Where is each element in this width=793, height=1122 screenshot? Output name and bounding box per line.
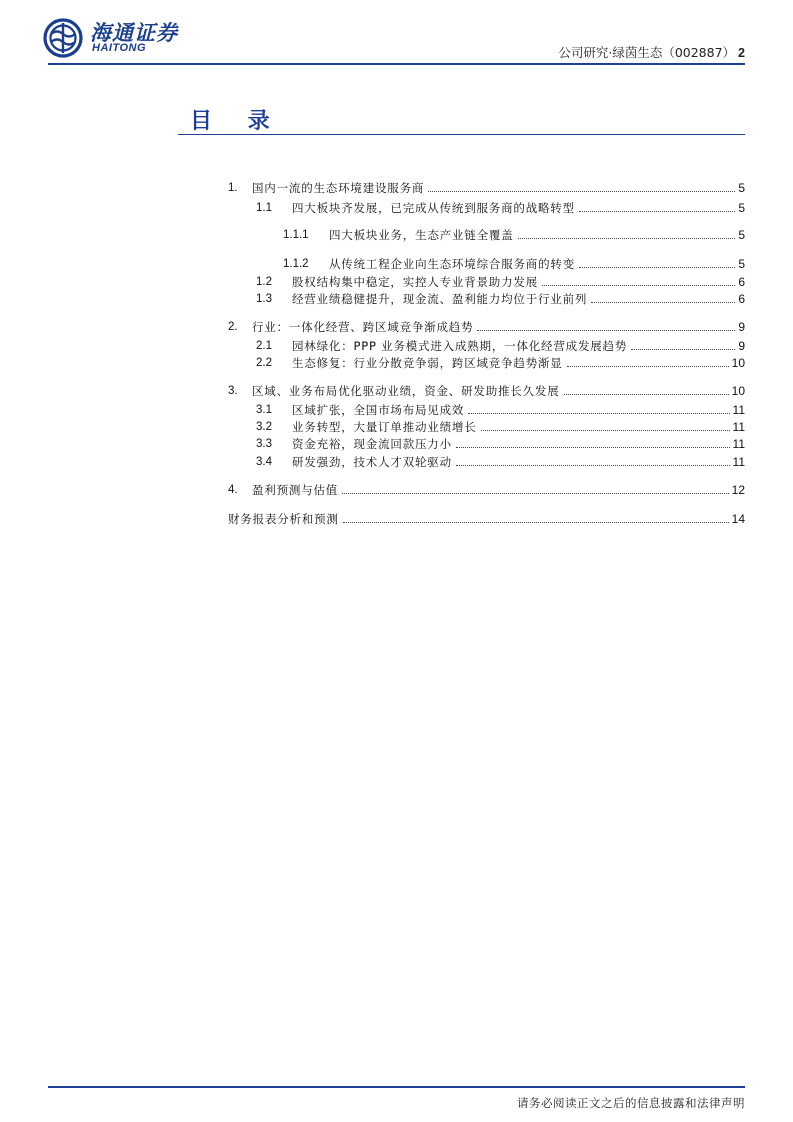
toc-leader-dots [518, 238, 736, 239]
toc-leader-dots [481, 430, 730, 431]
toc-entry[interactable]: 2.2 生态修复：行业分散竞争弱，跨区域竞争趋势渐显 10 [256, 356, 745, 370]
toc-entry[interactable]: 2.1 园林绿化：PPP 业务模式进入成熟期，一体化经营成发展趋势 9 [256, 339, 745, 353]
toc-entry[interactable]: 1.1.1 四大板块业务，生态产业链全覆盖 5 [283, 228, 745, 242]
toc-leader-dots [591, 302, 735, 303]
toc-entry[interactable]: 3.3 资金充裕，现金流回款压力小 11 [256, 437, 745, 451]
toc-entry[interactable]: 1.1.2 从传统工程企业向生态环境综合服务商的转变 5 [283, 257, 745, 271]
toc-entry[interactable]: 1.2 股权结构集中稳定，实控人专业背景助力发展 6 [256, 275, 745, 289]
footer-divider [48, 1086, 745, 1088]
toc-leader-dots [542, 285, 735, 286]
toc-entry[interactable]: 财务报表分析和预测 14 [228, 512, 745, 526]
toc-entry[interactable]: 2. 行业：一体化经营、跨区域竞争渐成趋势 9 [228, 320, 745, 334]
toc-entry[interactable]: 3.2 业务转型，大量订单推动业绩增长 11 [256, 420, 745, 434]
toc-leader-dots [579, 211, 735, 212]
toc-leader-dots [343, 522, 729, 523]
toc-leader-dots [579, 267, 735, 268]
toc-leader-dots [342, 493, 729, 494]
toc-leader-dots [456, 447, 730, 448]
toc-heading: 目 录 [190, 108, 284, 134]
report-category: 公司研究·绿茵生态（002887） [558, 45, 736, 60]
toc-leader-dots [631, 349, 735, 350]
toc-leader-dots [456, 465, 730, 466]
toc-entry[interactable]: 1.1 四大板块齐发展，已完成从传统到服务商的战略转型 5 [256, 201, 745, 215]
toc-leader-dots [564, 394, 729, 395]
brand-name-en: HAITONG [92, 42, 147, 54]
toc-leader-dots [428, 191, 735, 192]
toc-entry[interactable]: 4. 盈利预测与估值 12 [228, 483, 745, 497]
footer-disclaimer: 请务必阅读正文之后的信息披露和法律声明 [517, 1096, 745, 1110]
page-number: 2 [738, 46, 745, 60]
toc-entry[interactable]: 3.1 区域扩张，全国市场布局见成效 11 [256, 403, 745, 417]
toc-leader-dots [477, 330, 735, 331]
toc-entry[interactable]: 1.3 经营业绩稳健提升，现金流、盈利能力均位于行业前列 6 [256, 292, 745, 306]
toc-leader-dots [468, 413, 729, 414]
toc-entry[interactable]: 1. 国内一流的生态环境建设服务商 5 [228, 181, 745, 195]
toc-entry[interactable]: 3. 区域、业务布局优化驱动业绩，资金、研发助推长久发展 10 [228, 384, 745, 398]
toc-leader-dots [567, 366, 729, 367]
toc-entry[interactable]: 3.4 研发强劲，技术人才双轮驱动 11 [256, 455, 745, 469]
brand-name-cn: 海通证券 [90, 20, 178, 45]
